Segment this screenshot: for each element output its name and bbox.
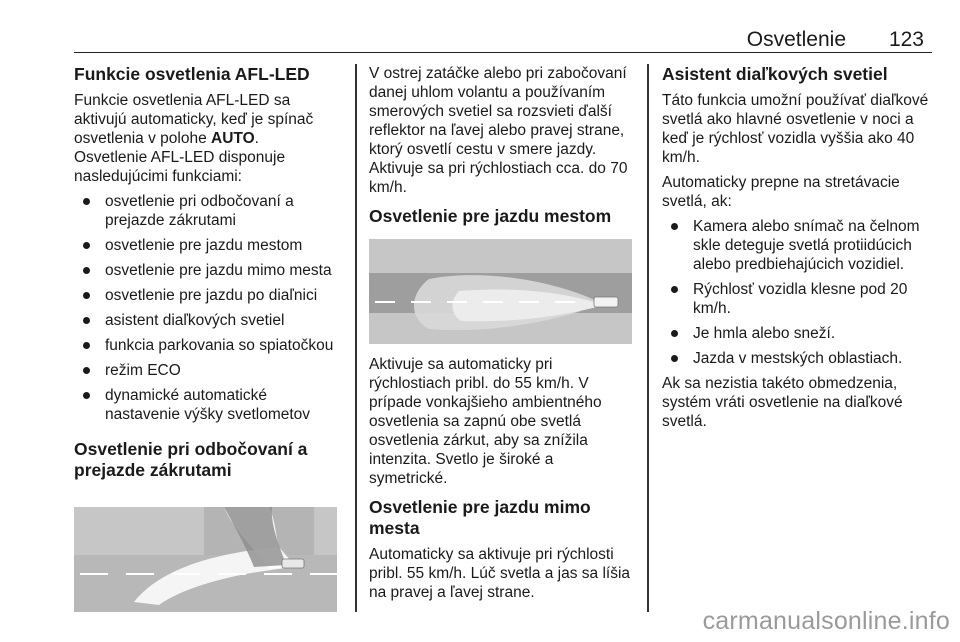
page-number: 123	[888, 28, 924, 51]
list-item: režim ECO	[74, 361, 344, 380]
high-beam-paragraph-2: Automaticky prepne na stretávacie svetlá, ak:	[662, 174, 900, 210]
list-item: dynamické automatické nastavenie výšky svetlometov	[74, 386, 344, 424]
list-item: osvetlenie pre jazdu po diaľnici	[74, 286, 344, 305]
column-1	[74, 64, 344, 612]
heading-afl-led: Funkcie osvetlenia AFL-LED	[74, 64, 310, 84]
heading-high-beam-assist: Asistent diaľkových svetiel	[662, 64, 888, 84]
cornering-paragraph: V ostrej zatáčke alebo pri zabočovaní danej uhlom volantu a používaním smerových svetiel sa rozsvieti ďalší reflektor na ľavej alebo pravej strane, ktorý osvetlí cestu v smere jazdy. Aktivuje sa pri rýchlostiach cca. do 70 km/h.	[369, 65, 628, 196]
list-item: Rýchlosť vozidla klesne pod 20 km/h.	[662, 280, 932, 318]
high-beam-paragraph-3: Ak sa nezistia takéto obmedzenia, systém vráti osvetlenie na diaľkové svetlá.	[662, 375, 903, 430]
watermark: carmanualsonline.info	[702, 607, 950, 635]
page-header	[74, 28, 932, 53]
city-light-illustration	[369, 239, 632, 344]
list-item: osvetlenie pre jazdu mestom	[74, 236, 344, 255]
column-divider-1	[355, 64, 357, 612]
column-divider-2	[647, 64, 649, 612]
list-item: Jazda v mestských oblastiach.	[662, 349, 932, 368]
list-item: osvetlenie pre jazdu mimo mesta	[74, 261, 344, 280]
list-item: asistent diaľkových svetiel	[74, 311, 344, 330]
auto-label: AUTO	[211, 130, 255, 147]
condition-list	[662, 217, 932, 368]
column-3	[662, 64, 932, 431]
intro-paragraph-b: Osvetlenie AFL-LED disponuje nasledujúcimi funkciami:	[74, 149, 286, 185]
country-light-paragraph: Automaticky sa aktivuje pri rýchlosti pribl. 55 km/h. Lúč svetla a jas sa líšia na pravej a ľavej strane.	[369, 546, 631, 601]
heading-city-light: Osvetlenie pre jazdu mestom	[369, 206, 612, 226]
column-2	[369, 64, 636, 602]
section-title: Osvetlenie	[746, 28, 846, 51]
high-beam-paragraph-1: Táto funkcia umožní používať diaľkové svetlá ako hlavné osvetlenie v noci a keď je rýchlosť vozidla vyššia ako 40 km/h.	[662, 92, 929, 166]
list-item: funkcia parkovania so spiatočkou	[74, 336, 344, 355]
cornering-light-illustration	[74, 507, 337, 612]
list-item: Kamera alebo snímač na čelnom skle deteguje svetlá protiidúcich alebo predbiehajúcich vozidiel.	[662, 217, 932, 274]
heading-cornering-light: Osvetlenie pri odbočovaní a prejazde zákrutami	[74, 439, 308, 480]
list-item: Je hmla alebo sneží.	[662, 324, 932, 343]
heading-country-light: Osvetlenie pre jazdu mimo mesta	[369, 497, 591, 538]
intro-paragraph-a: Funkcie osvetlenia AFL-LED sa aktivujú automaticky, keď je spínač osvetlenia v polohe AUTO.	[74, 92, 314, 147]
list-item: osvetlenie pri odbočovaní a prejazde zákrutami	[74, 192, 344, 230]
city-light-paragraph: Aktivuje sa automaticky pri rýchlostiach pribl. do 55 km/h. V prípade vonkajšieho ambientného osvetlenia sa zapnú obe svetlá osvetlenia zárkut, aby sa znížila intenzita. Svetlo je široké a symetrické.	[369, 356, 602, 487]
feature-list	[74, 192, 344, 424]
